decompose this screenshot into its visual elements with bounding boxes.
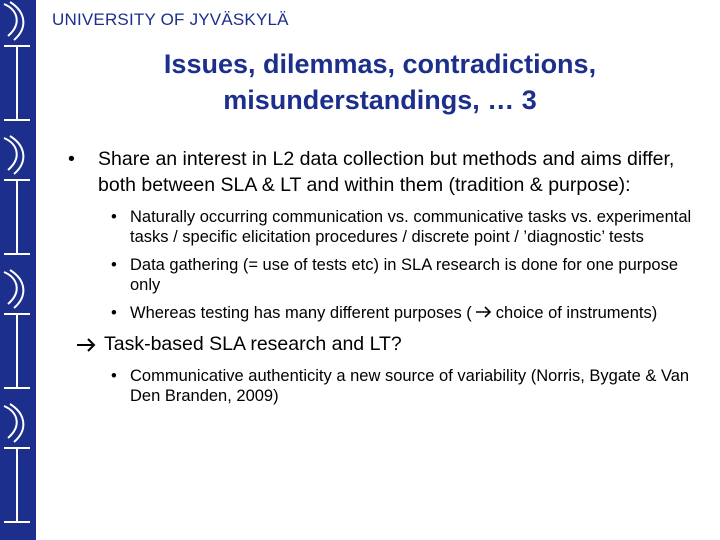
arrow-item-text: Task-based SLA research and LT? [104,333,402,355]
sub-bullet-item [60,255,700,295]
university-logo-motif-icon [0,0,36,540]
bullet-dot-icon: • [111,256,117,274]
bullet-item-1-text: Share an interest in L2 data collection but methods and aims differ, both between SLA & LT and within them (tradition & purpose): [98,148,675,196]
sub-bullet-item [60,207,700,247]
bullet-dot-icon: • [111,208,117,226]
institution-header: UNIVERSITY OF JYVÄSKYLÄ [52,10,289,29]
sub-bullet-item [60,366,700,406]
slide-title-line-2: misunderstandings, … 3 [223,85,537,115]
bullet-dot-icon: • [68,148,75,170]
sub-bullet-text: Naturally occurring communication vs. communicative tasks vs. experimental tasks / specific elicitation procedures / discrete point / ’diagnostic’ tests [130,208,692,246]
left-decorative-band [0,0,36,540]
bullet-dot-icon: • [111,367,117,385]
sub-bullet-text-after: choice of instruments) [495,304,658,322]
sub-bullet-text-before: Whereas testing has many different purposes ( [130,304,472,322]
slide-title-line-1: Issues, dilemmas, contradictions, [163,49,597,79]
right-arrow-icon [476,303,492,323]
sub-bullet-list-1 [60,207,700,323]
right-arrow-icon [76,331,96,364]
bullet-item-1 [60,146,700,198]
sub-bullet-text: Data gathering (= use of tests etc) in SLA research is done for one purpose only [130,256,679,294]
sub-bullet-text: Communicative authenticity a new source of variability (Norris, Bygate & Van Den Branden, 2009) [130,367,690,405]
slide-content [60,146,700,414]
arrow-item [60,331,700,357]
bullet-dot-icon: • [111,304,117,322]
slide-title [80,46,680,118]
sub-bullet-item [60,303,700,323]
sub-bullet-list-2 [60,366,700,406]
